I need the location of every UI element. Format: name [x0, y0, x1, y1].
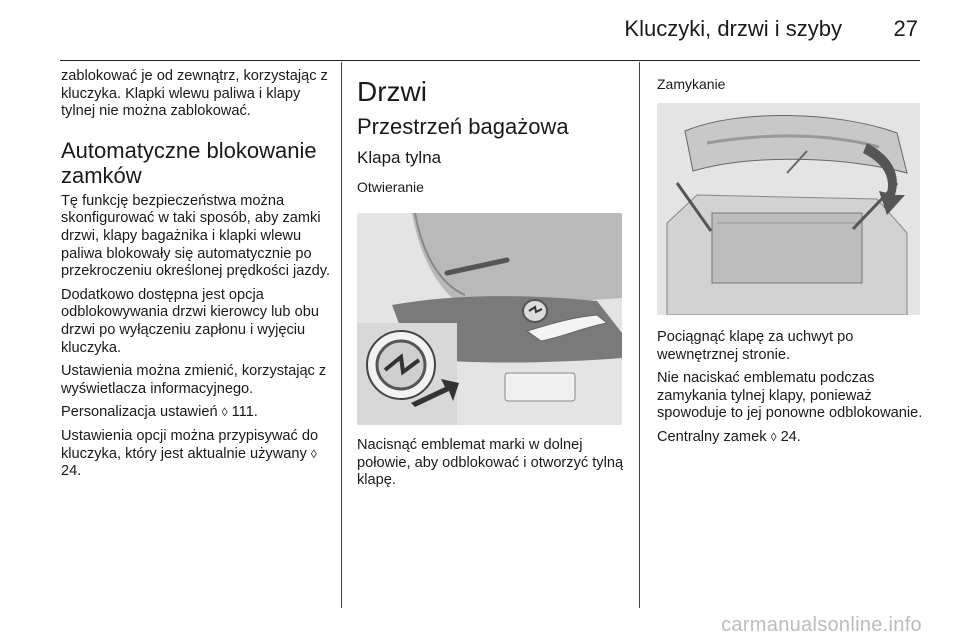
- tailgate-emblem-figure: [357, 213, 622, 425]
- paragraph-closing-2: Nie naciskać emblematu podczas zamykania tylnej klapy, ponieważ spowoduje to jej ponowne odblokowanie.: [657, 370, 923, 422]
- header-title: Kluczyki, drzwi i szyby: [624, 16, 842, 41]
- section-heading-auto-lock: Automatyczne blokowanie zamków: [61, 137, 317, 188]
- header-rule: [60, 60, 920, 61]
- paragraph-auto-lock-3: Ustawienia można zmienić, korzystając z wyświetlacza informacyjnego.: [61, 363, 327, 397]
- paragraph-closing-1: Pociągnąć klapę za uchwyt po wewnętrznej stronie.: [657, 329, 854, 363]
- page-reference[interactable]: 111.: [231, 404, 258, 421]
- column-divider-right: [639, 62, 640, 608]
- reference-icon: ◊: [770, 429, 777, 444]
- central-lock-text: Centralny zamek: [657, 428, 767, 445]
- column-right-text: [657, 329, 927, 453]
- subsection-heading-tailgate: Klapa tylna: [357, 148, 442, 167]
- subheading-opening: Otwieranie: [357, 179, 424, 195]
- column-left: [61, 68, 333, 487]
- key-settings-text: Ustawienia opcji można przypisywać do kluczyka, który jest aktualnie używany: [61, 427, 319, 462]
- paragraph-key-settings: [61, 428, 333, 481]
- section-heading-luggage: Przestrzeń bagażowa: [357, 114, 569, 139]
- page-number: 27: [893, 16, 918, 41]
- personalization-text: Personalizacja ustawień: [61, 404, 218, 421]
- watermark: carmanualsonline.info: [721, 614, 922, 636]
- column-middle: [357, 68, 627, 204]
- column-right: [657, 68, 927, 101]
- column-divider-left: [341, 62, 342, 608]
- paragraph-central-lock: [657, 429, 927, 447]
- subheading-closing: Zamykanie: [657, 76, 726, 92]
- chapter-heading-doors: Drzwi: [357, 76, 427, 107]
- reference-icon: ◊: [310, 446, 317, 461]
- paragraph-auto-lock-1: Tę funkcję bezpieczeństwa można skonfigurować w taki sposób, aby zamki drzwi, klapy bagażnika i klapki wlewu paliwa blokowały się automatycznie po przekroczeniu określonej prędkości jazdy.: [61, 192, 331, 280]
- figure-caption-opening: Nacisnąć emblemat marki w dolnej połowie, aby odblokować i otworzyć tylną klapę.: [357, 437, 624, 489]
- reference-icon: ◊: [221, 405, 228, 420]
- page-reference[interactable]: 24.: [780, 428, 801, 445]
- page-reference[interactable]: 24.: [61, 463, 82, 480]
- paragraph-personalization: [61, 404, 333, 422]
- caption-block: [357, 437, 627, 496]
- paragraph-auto-lock-2: Dodatkowo dostępna jest opcja odblokowywania drzwi kierowcy lub obu drzwi po wyłączeniu zapłonu i wyjęciu kluczyka.: [61, 286, 319, 356]
- tailgate-closing-figure: [657, 103, 920, 315]
- intro-paragraph: zablokować je od zewnątrz, korzystając z kluczyka. Klapki wlewu paliwa i klapy tylnej nie można zablokować.: [61, 68, 328, 120]
